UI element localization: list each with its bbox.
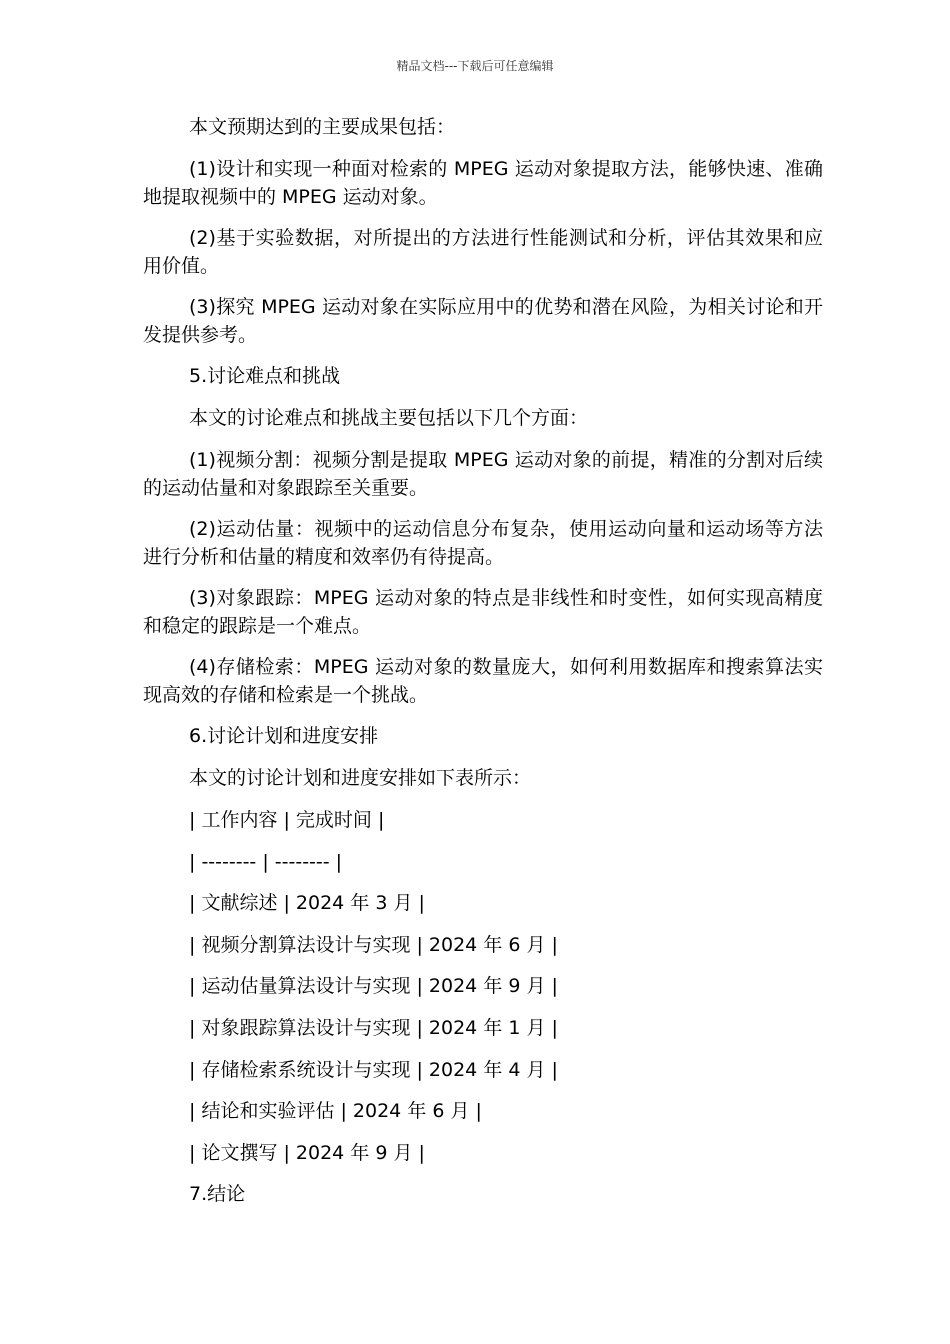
section-heading-difficulties: 5.讨论难点和挑战 xyxy=(189,365,341,387)
paragraph-expected-results-intro: 本文预期达到的主要成果包括： xyxy=(189,116,456,138)
paragraph-difficulty-3: (3)对象跟踪：MPEG 运动对象的特点是非线性和时变性，如何实现高精度和稳定的跟踪是一个难点。 xyxy=(143,587,823,637)
paragraph-difficulty-4: (4)存储检索：MPEG 运动对象的数量庞大，如何利用数据库和搜索算法实现高效的存储和检索是一个挑战。 xyxy=(143,656,823,706)
document-body xyxy=(143,113,823,1222)
paragraph-difficulties-intro: 本文的讨论难点和挑战主要包括以下几个方面： xyxy=(189,407,589,429)
paragraph-result-1: (1)设计和实现一种面对检索的 MPEG 运动对象提取方法，能够快速、准确地提取视频中的 MPEG 运动对象。 xyxy=(143,158,823,208)
table-row: | 存储检索系统设计与实现 | 2024 年 4 月 | xyxy=(189,1058,558,1081)
table-row: | 文献综述 | 2024 年 3 月 | xyxy=(189,892,425,915)
paragraph-difficulty-2: (2)运动估量：视频中的运动信息分布复杂，使用运动向量和运动场等方法进行分析和估量的精度和效率仍有待提高。 xyxy=(143,518,823,568)
table-row: | 论文撰写 | 2024 年 9 月 | xyxy=(189,1141,425,1164)
table-row: | 对象跟踪算法设计与实现 | 2024 年 1 月 | xyxy=(189,1016,558,1039)
paragraph-difficulty-1: (1)视频分割：视频分割是提取 MPEG 运动对象的前提，精准的分割对后续的运动估量和对象跟踪至关重要。 xyxy=(143,449,823,499)
table-row: | 视频分割算法设计与实现 | 2024 年 6 月 | xyxy=(189,933,558,956)
table-row: | 运动估量算法设计与实现 | 2024 年 9 月 | xyxy=(189,975,558,998)
table-row: | 工作内容 | 完成时间 | xyxy=(189,809,385,831)
section-heading-conclusion: 7.结论 xyxy=(189,1183,246,1206)
paragraph-result-2: (2)基于实验数据，对所提出的方法进行性能测试和分析，评估其效果和应用价值。 xyxy=(143,227,823,277)
paragraph-result-3: (3)探究 MPEG 运动对象在实际应用中的优势和潜在风险，为相关讨论和开发提供参考。 xyxy=(143,296,823,346)
table-row: | -------- | -------- | xyxy=(189,850,343,873)
page-header: 精品文档---下载后可任意编辑 xyxy=(396,59,554,73)
paragraph-plan-intro: 本文的讨论计划和进度安排如下表所示： xyxy=(189,767,532,789)
section-heading-plan: 6.讨论计划和进度安排 xyxy=(189,725,379,747)
table-row: | 结论和实验评估 | 2024 年 6 月 | xyxy=(189,1100,482,1123)
schedule-table xyxy=(143,806,823,1167)
